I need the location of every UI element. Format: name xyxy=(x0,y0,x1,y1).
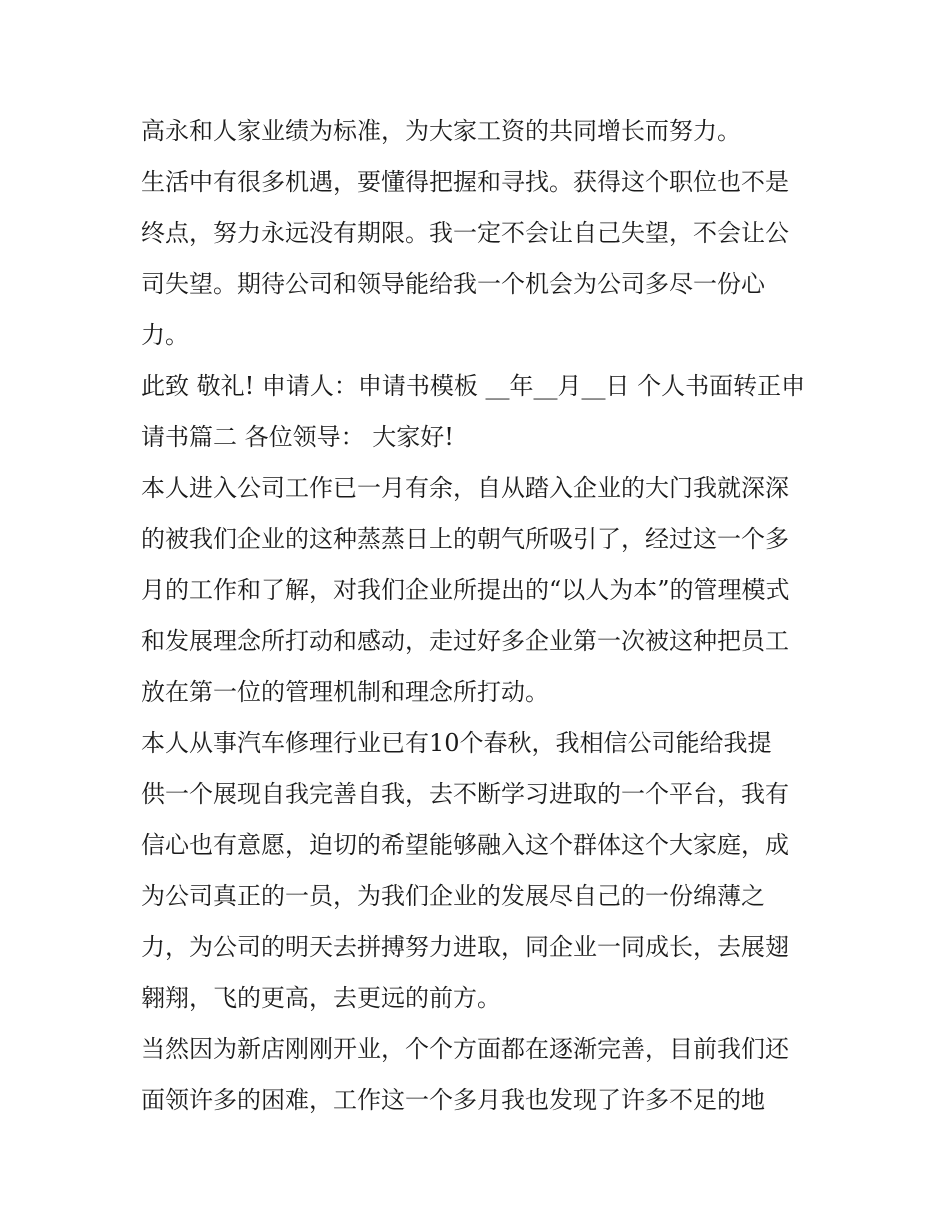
text-line: 翱翔，飞的更高，去更远的前方。 xyxy=(141,984,501,1012)
text-line: 本人进入公司工作已一月有余，自从踏入企业的大门我就深深 xyxy=(141,474,789,502)
text-line: 司失望。期待公司和领导能给我一个机会为公司多尽一份心 xyxy=(141,270,765,298)
text-line: 供一个展现自我完善自我，去不断学习进取的一个平台，我有 xyxy=(141,780,789,808)
text-line: 月的工作和了解，对我们企业所提出的“以人为本”的管理模式 xyxy=(141,576,790,604)
text-line: 当然因为新店刚刚开业，个个方面都在逐渐完善，目前我们还 xyxy=(141,1035,789,1063)
document-body xyxy=(141,106,811,1126)
text-line: 信心也有意愿，迫切的希望能够融入这个群体这个大家庭，成 xyxy=(141,831,789,859)
text-line: 和发展理念所打动和感动，走过好多企业第一次被这种把员工 xyxy=(141,627,789,655)
text-line: 为公司真正的一员，为我们企业的发展尽自己的一份绵薄之 xyxy=(141,882,765,910)
text-line: 的被我们企业的这种蒸蒸日上的朝气所吸引了，经过这一个多 xyxy=(141,525,789,553)
text-line: 此致 敬礼! 申请人：申请书模板 __年__月__日 个人书面转正申 xyxy=(141,372,806,400)
text-line: 力，为公司的明天去拼搏努力进取，同企业一同成长，去展翅 xyxy=(141,933,789,961)
text-line: 放在第一位的管理机制和理念所打动。 xyxy=(141,678,549,706)
text-line: 面领许多的困难，工作这一个多月我也发现了许多不足的地 xyxy=(141,1086,765,1114)
text-line: 力。 xyxy=(141,321,189,349)
text-line: 高永和人家业绩为标准，为大家工资的共同增长而努力。 xyxy=(141,117,741,145)
text-line: 生活中有很多机遇，要懂得把握和寻找。获得这个职位也不是 xyxy=(141,168,789,196)
text-line: 本人从事汽车修理行业已有10个春秋，我相信公司能给我提 xyxy=(141,729,772,757)
text-line: 终点，努力永远没有期限。我一定不会让自己失望，不会让公 xyxy=(141,219,789,247)
text-line: 请书篇二 各位领导： 大家好! xyxy=(141,423,454,451)
